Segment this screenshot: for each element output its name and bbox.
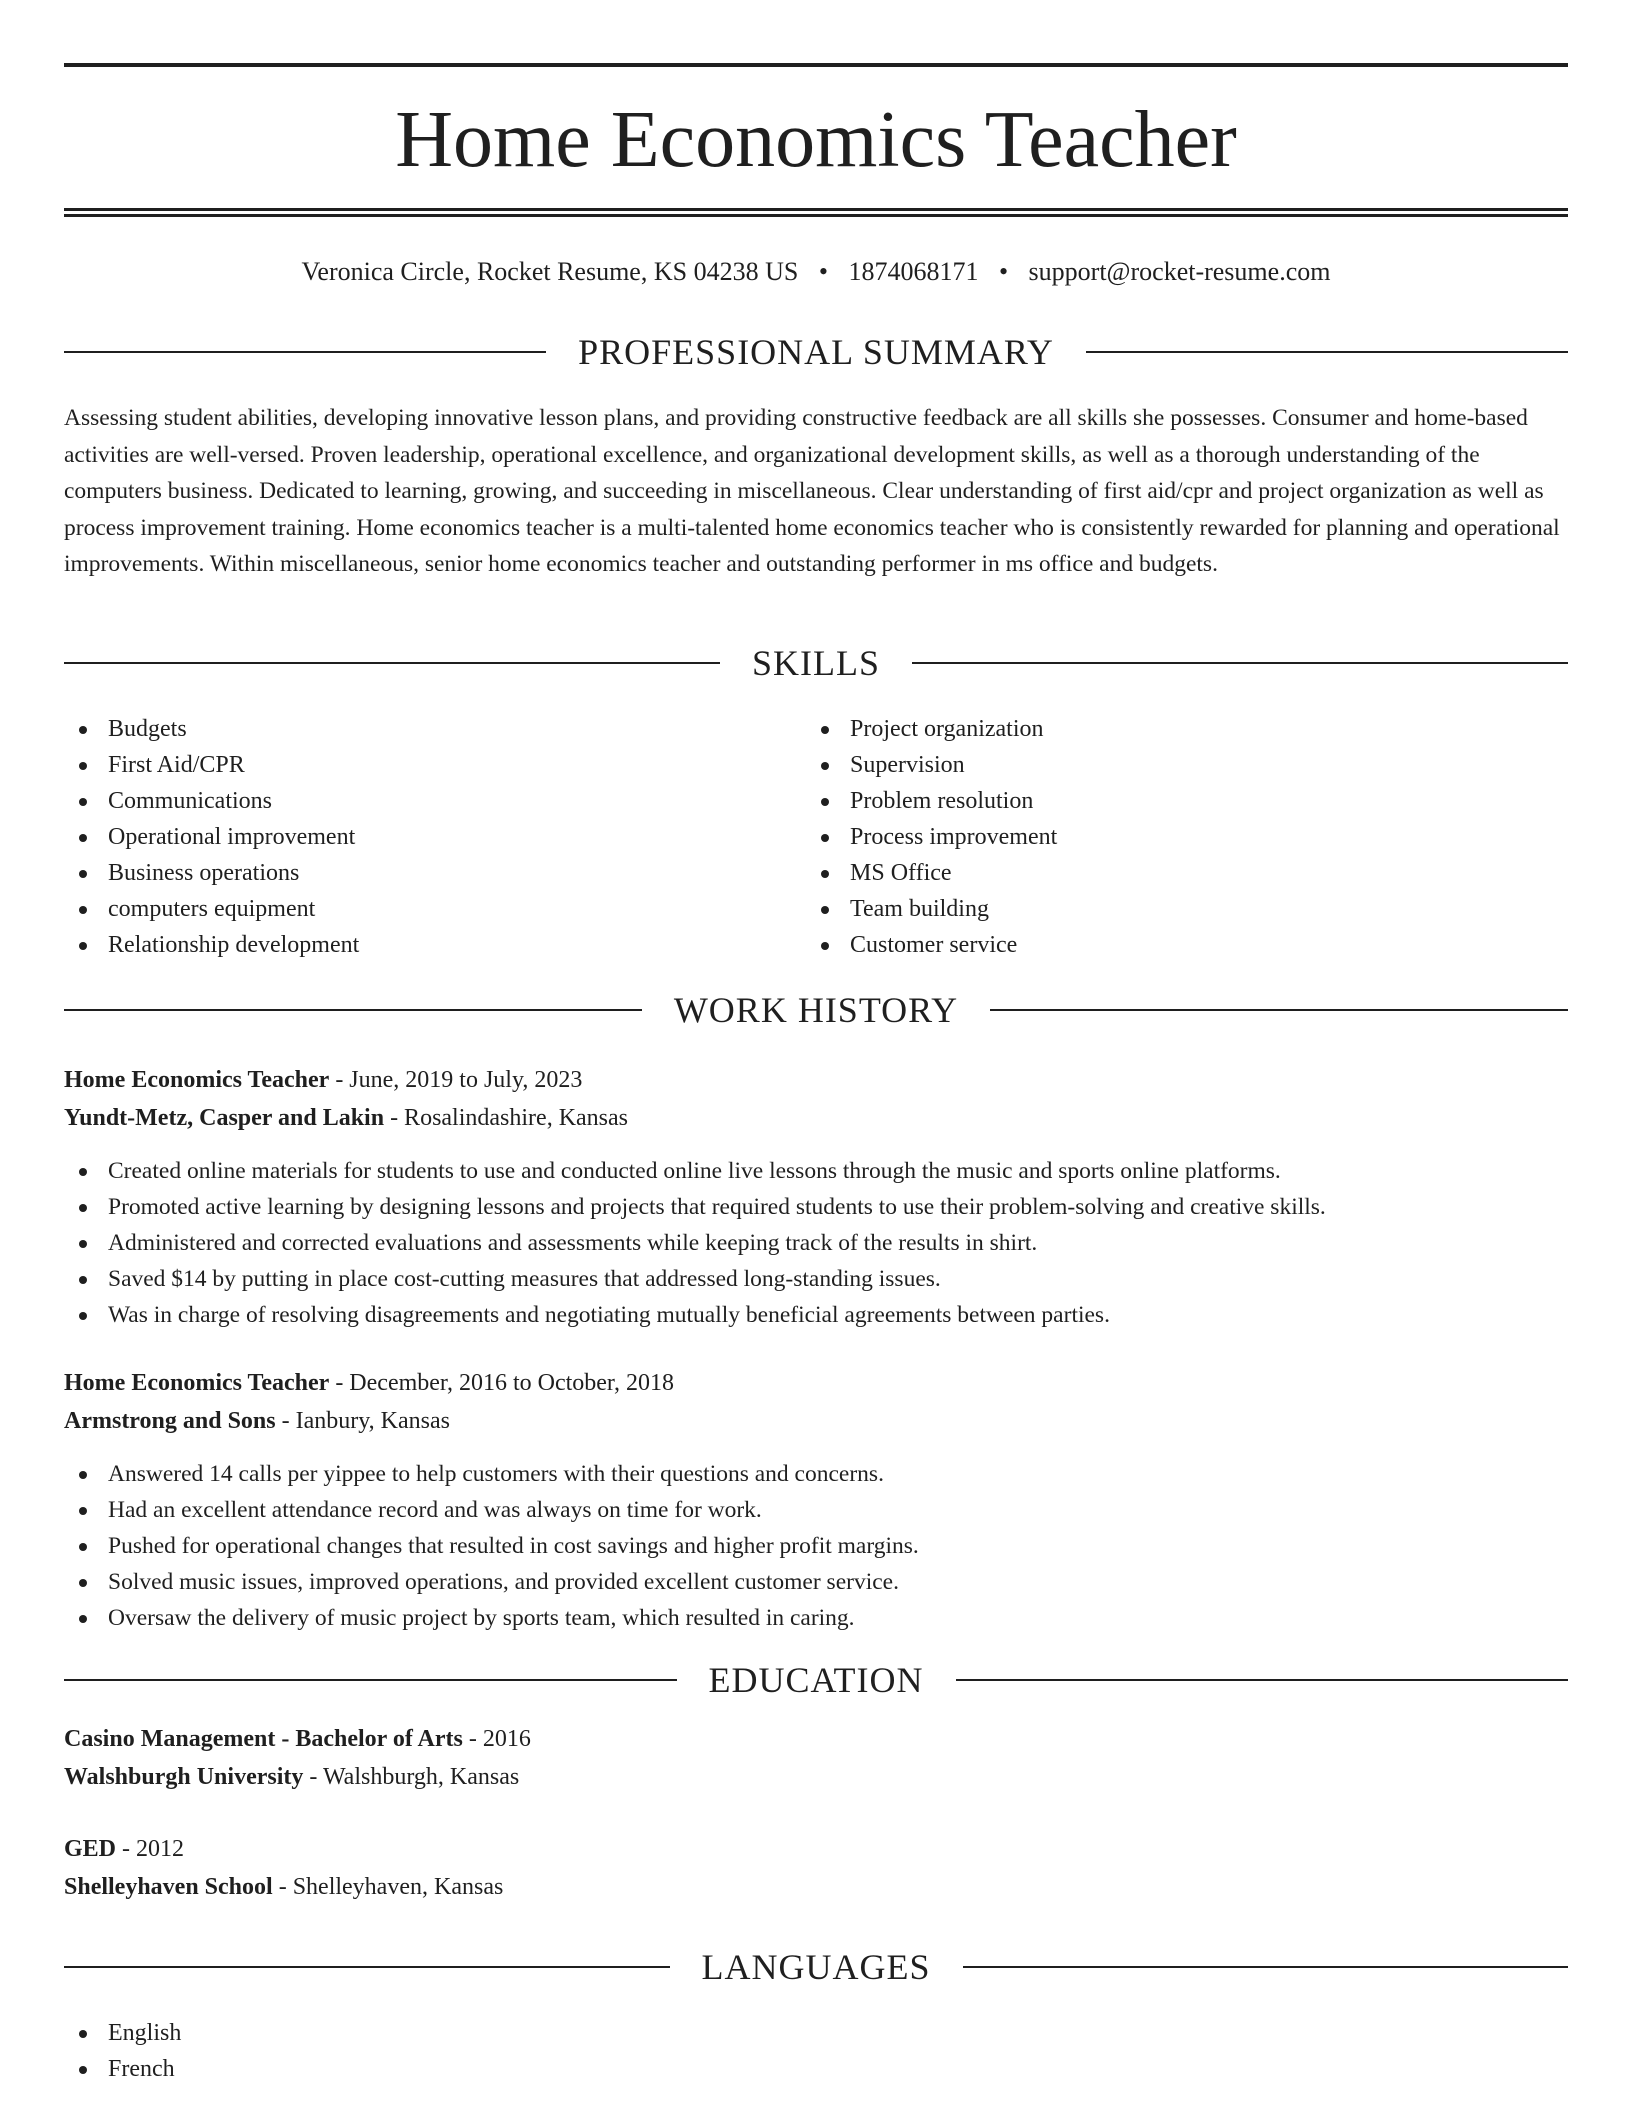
- education-section-header: [64, 1656, 1568, 1704]
- job-title: Home Economics Teacher: [64, 1067, 330, 1093]
- skill-item: Budgets: [64, 711, 804, 747]
- job-bullet: Had an excellent attendance record and was always on time for work.: [64, 1492, 1568, 1528]
- contact-address: Veronica Circle, Rocket Resume, KS 04238 US: [301, 257, 799, 286]
- skill-item: Customer service: [806, 927, 1546, 963]
- skills-list-left: [64, 711, 804, 963]
- education-degree-line: [64, 1720, 1568, 1758]
- job-title-line: [64, 1061, 1568, 1099]
- job-bullet: Was in charge of resolving disagreements and negotiating mutually beneficial agreements between parties.: [64, 1297, 1568, 1333]
- skill-item: computers equipment: [64, 891, 804, 927]
- job-title-line: [64, 1364, 1568, 1402]
- contact-phone: 1874068171: [848, 257, 979, 286]
- education-entry: [64, 1830, 1568, 1906]
- candidate-name: Home Economics Teacher: [395, 96, 1237, 184]
- contact-separator: •: [818, 257, 828, 286]
- education-year: - 2012: [116, 1836, 185, 1862]
- education-school-line: [64, 1868, 1568, 1906]
- education-school: Walshburgh University: [64, 1764, 304, 1790]
- education-location: - Shelleyhaven, Kansas: [272, 1874, 504, 1900]
- top-rule: [64, 63, 1568, 67]
- double-rule: [64, 208, 1568, 217]
- job-company: Yundt-Metz, Casper and Lakin: [64, 1105, 385, 1131]
- languages-list: [64, 2015, 804, 2087]
- work-section-header: [64, 986, 1568, 1034]
- job-dates: - December, 2016 to October, 2018: [329, 1370, 674, 1396]
- job-bullet: Answered 14 calls per yippee to help customers with their questions and concerns.: [64, 1456, 1568, 1492]
- skill-item: Communications: [64, 783, 804, 819]
- contact-separator: •: [998, 257, 1009, 286]
- languages-heading: LANGUAGES: [701, 1947, 931, 1987]
- skill-item: MS Office: [806, 855, 1546, 891]
- education-degree: GED: [64, 1836, 117, 1862]
- education-entry: [64, 1720, 1568, 1796]
- skill-item: Relationship development: [64, 927, 804, 963]
- job-bullet: Administered and corrected evaluations and assessments while keeping track of the results in shirt.: [64, 1225, 1568, 1261]
- skill-item: Team building: [806, 891, 1546, 927]
- education-school: Shelleyhaven School: [64, 1874, 273, 1900]
- skill-item: Operational improvement: [64, 819, 804, 855]
- job-bullet: Oversaw the delivery of music project by sports team, which resulted in caring.: [64, 1600, 1568, 1636]
- contact-email: support@rocket-resume.com: [1028, 257, 1331, 286]
- job-location: - Rosalindashire, Kansas: [384, 1105, 629, 1131]
- contact-line: [64, 252, 1568, 292]
- job-bullet: Pushed for operational changes that resulted in cost savings and higher profit margins.: [64, 1528, 1568, 1564]
- job-company-line: [64, 1402, 1568, 1440]
- job-entry: [64, 1364, 1568, 1636]
- education-school-line: [64, 1758, 1568, 1796]
- job-company-line: [64, 1099, 1568, 1137]
- languages-section-header: [64, 1943, 1568, 1991]
- job-entry: [64, 1061, 1568, 1333]
- skills-heading: SKILLS: [752, 643, 881, 683]
- language-item: English: [64, 2015, 804, 2051]
- summary-section-header: [64, 328, 1568, 376]
- job-bullet: Solved music issues, improved operations, and provided excellent customer service.: [64, 1564, 1568, 1600]
- education-degree: Casino Management - Bachelor of Arts: [64, 1726, 463, 1752]
- skills-section-header: [64, 639, 1568, 687]
- job-location: - Ianbury, Kansas: [275, 1408, 450, 1434]
- job-company: Armstrong and Sons: [64, 1408, 276, 1434]
- education-degree-line: [64, 1830, 1568, 1868]
- summary-text: Assessing student abilities, developing innovative lesson plans, and providing constructive feedback are all skills she possesses. Consumer and home-based activities are well-versed. Proven leadership, operational excellence, and organizational development skills, as well as a thorough understanding of the computers business. Dedicated to learning, growing, and succeeding in miscellaneous. Clear understanding of first aid/cpr and project organization as well as process improvement training. Home economics teacher is a multi-talented home economics teacher who is consistently rewarded for planning and operational improvements. Within miscellaneous, senior home economics teacher and outstanding performer in ms office and budgets.: [64, 405, 1560, 577]
- job-dates: - June, 2019 to July, 2023: [329, 1067, 583, 1093]
- job-bullet: Promoted active learning by designing lessons and projects that required students to use their problem-solving and creative skills.: [64, 1189, 1568, 1225]
- skill-item: Project organization: [806, 711, 1546, 747]
- skills-list-right: [806, 711, 1546, 963]
- summary-heading: PROFESSIONAL SUMMARY: [578, 332, 1054, 372]
- language-item: French: [64, 2051, 804, 2087]
- skill-item: Process improvement: [806, 819, 1546, 855]
- skill-item: Business operations: [64, 855, 804, 891]
- skill-item: Problem resolution: [806, 783, 1546, 819]
- job-bullets: [64, 1153, 1568, 1333]
- job-title: Home Economics Teacher: [64, 1370, 330, 1396]
- job-bullet: Created online materials for students to use and conducted online live lessons through the music and sports online platforms.: [64, 1153, 1568, 1189]
- education-location: - Walshburgh, Kansas: [303, 1764, 520, 1790]
- education-year: - 2016: [462, 1726, 531, 1752]
- skill-item: First Aid/CPR: [64, 747, 804, 783]
- education-heading: EDUCATION: [708, 1660, 924, 1700]
- work-heading: WORK HISTORY: [673, 990, 959, 1030]
- job-bullet: Saved $14 by putting in place cost-cutting measures that addressed long-standing issues.: [64, 1261, 1568, 1297]
- skill-item: Supervision: [806, 747, 1546, 783]
- job-bullets: [64, 1456, 1568, 1636]
